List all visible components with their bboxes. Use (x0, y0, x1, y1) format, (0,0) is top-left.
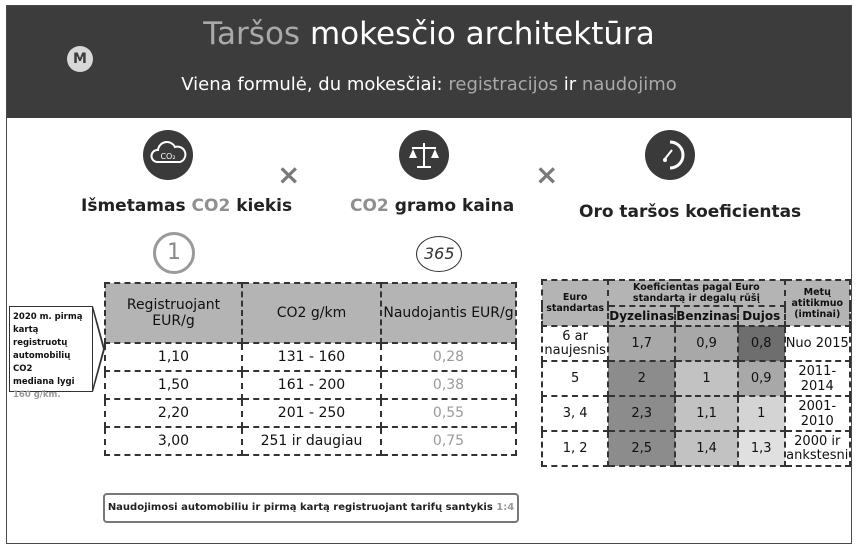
table-row (542, 396, 850, 431)
slide-header (7, 6, 851, 118)
cell: Nuo 2015 (785, 326, 850, 361)
table-row (542, 326, 850, 361)
table-row (105, 399, 516, 427)
multiply-sign: × (277, 158, 301, 191)
cell: 1,50 (105, 371, 242, 399)
table-row (105, 371, 516, 399)
callout-line: kartą registruotų (13, 325, 68, 348)
cell: 251 ir daugiau (242, 427, 381, 455)
callout-line: 2020 m. pirmą (13, 312, 83, 322)
cell: 0,75 (381, 427, 516, 455)
callout-line-value: 160 g/km. (13, 390, 61, 400)
cell: 2000 ir ankstesni (785, 431, 850, 466)
cell: 2011-2014 (785, 361, 850, 396)
factor-price-co2: CO2 (350, 196, 389, 216)
cell: 2001-2010 (785, 396, 850, 431)
col-co2: CO2 g/km (242, 283, 381, 343)
col-diesel: Dyzelinas (608, 306, 675, 326)
callout-line: automobilių CO2 (13, 351, 71, 374)
cell: 1,7 (608, 326, 675, 361)
cell: 0,38 (381, 371, 516, 399)
logo-icon: M (67, 46, 93, 72)
cell: 131 - 160 (242, 343, 381, 371)
factor-emissions-co2: CO2 (191, 196, 231, 216)
cell: 2,20 (105, 399, 242, 427)
factor-emissions-label (81, 196, 292, 216)
cell: 161 - 200 (242, 371, 381, 399)
col-coefficient: Koeficientas pagal Euro standartą ir degalų rūšį (608, 280, 784, 306)
subtitle-and: ir (563, 74, 577, 95)
cell: 201 - 250 (242, 399, 381, 427)
cell: 0,55 (381, 399, 516, 427)
cell: 2,5 (608, 431, 675, 466)
median-callout (9, 306, 93, 400)
ratio-note-text: Naudojimosi automobiliu ir pirmą kartą registruojant tarifų santykis (107, 502, 493, 513)
factor-coefficient-label: Oro taršos koeficientas (579, 202, 802, 222)
cell: 0,9 (738, 361, 785, 396)
factor-price-label (350, 196, 514, 216)
factor-emissions-text: Išmetamas (81, 196, 186, 216)
col-usage: Naudojantis EUR/g (381, 283, 516, 343)
table-row (542, 361, 850, 396)
table-row (105, 343, 516, 371)
title-highlight: Taršos (203, 16, 301, 52)
cell: 0,8 (738, 326, 785, 361)
cell: 1 (675, 361, 738, 396)
cell: 0,9 (675, 326, 738, 361)
cell: 6 ar naujesnis (542, 326, 608, 361)
cell: 5 (542, 361, 608, 396)
subtitle-lead: Viena formulė, du mokesčiai: (181, 74, 443, 95)
cell: 3,00 (105, 427, 242, 455)
col-years: Metų atitikmuo (imtinai) (785, 280, 850, 326)
callout-line: mediana lygi (13, 377, 75, 387)
cell: 1,3 (738, 431, 785, 466)
table-row (542, 431, 850, 466)
col-petrol: Benzinas (675, 306, 738, 326)
annual-badge: 365 (424, 244, 455, 263)
air-pollution-icon (645, 130, 695, 180)
cell: 1 (738, 396, 785, 431)
title-main: mokesčio architektūra (309, 16, 655, 52)
svg-text:CO₂: CO₂ (160, 152, 176, 161)
cell: 1, 2 (542, 431, 608, 466)
cell: 1,1 (675, 396, 738, 431)
scales-icon (399, 130, 449, 180)
slide-subtitle (7, 74, 851, 95)
co2-price-table (104, 282, 517, 456)
cell: 2,3 (608, 396, 675, 431)
ratio-note (103, 493, 519, 523)
co2-cloud-icon (143, 130, 193, 180)
ratio-value: 1:4 (496, 502, 515, 513)
factor-emissions-text-2: kiekis (236, 196, 293, 216)
col-euro: Euro standartas (542, 280, 608, 326)
slide (6, 5, 852, 544)
callout-arrow-fill (92, 308, 103, 390)
cell: 1,10 (105, 343, 242, 371)
cell: 0,28 (381, 343, 516, 371)
subtitle-registration: registracijos (448, 74, 559, 95)
multiply-sign-2: × (535, 158, 559, 191)
cell: 3, 4 (542, 396, 608, 431)
slide-title (7, 16, 851, 52)
one-year-badge: 1 (153, 232, 195, 274)
cell: 1,4 (675, 431, 738, 466)
euro-coefficient-table (541, 279, 851, 467)
subtitle-usage: naudojimo (581, 74, 677, 95)
factor-price-text: gramo kaina (394, 196, 515, 216)
table-row (105, 427, 516, 455)
col-registration: Registruojant EUR/g (105, 283, 242, 343)
col-gas: Dujos (738, 306, 785, 326)
cell: 2 (608, 361, 675, 396)
